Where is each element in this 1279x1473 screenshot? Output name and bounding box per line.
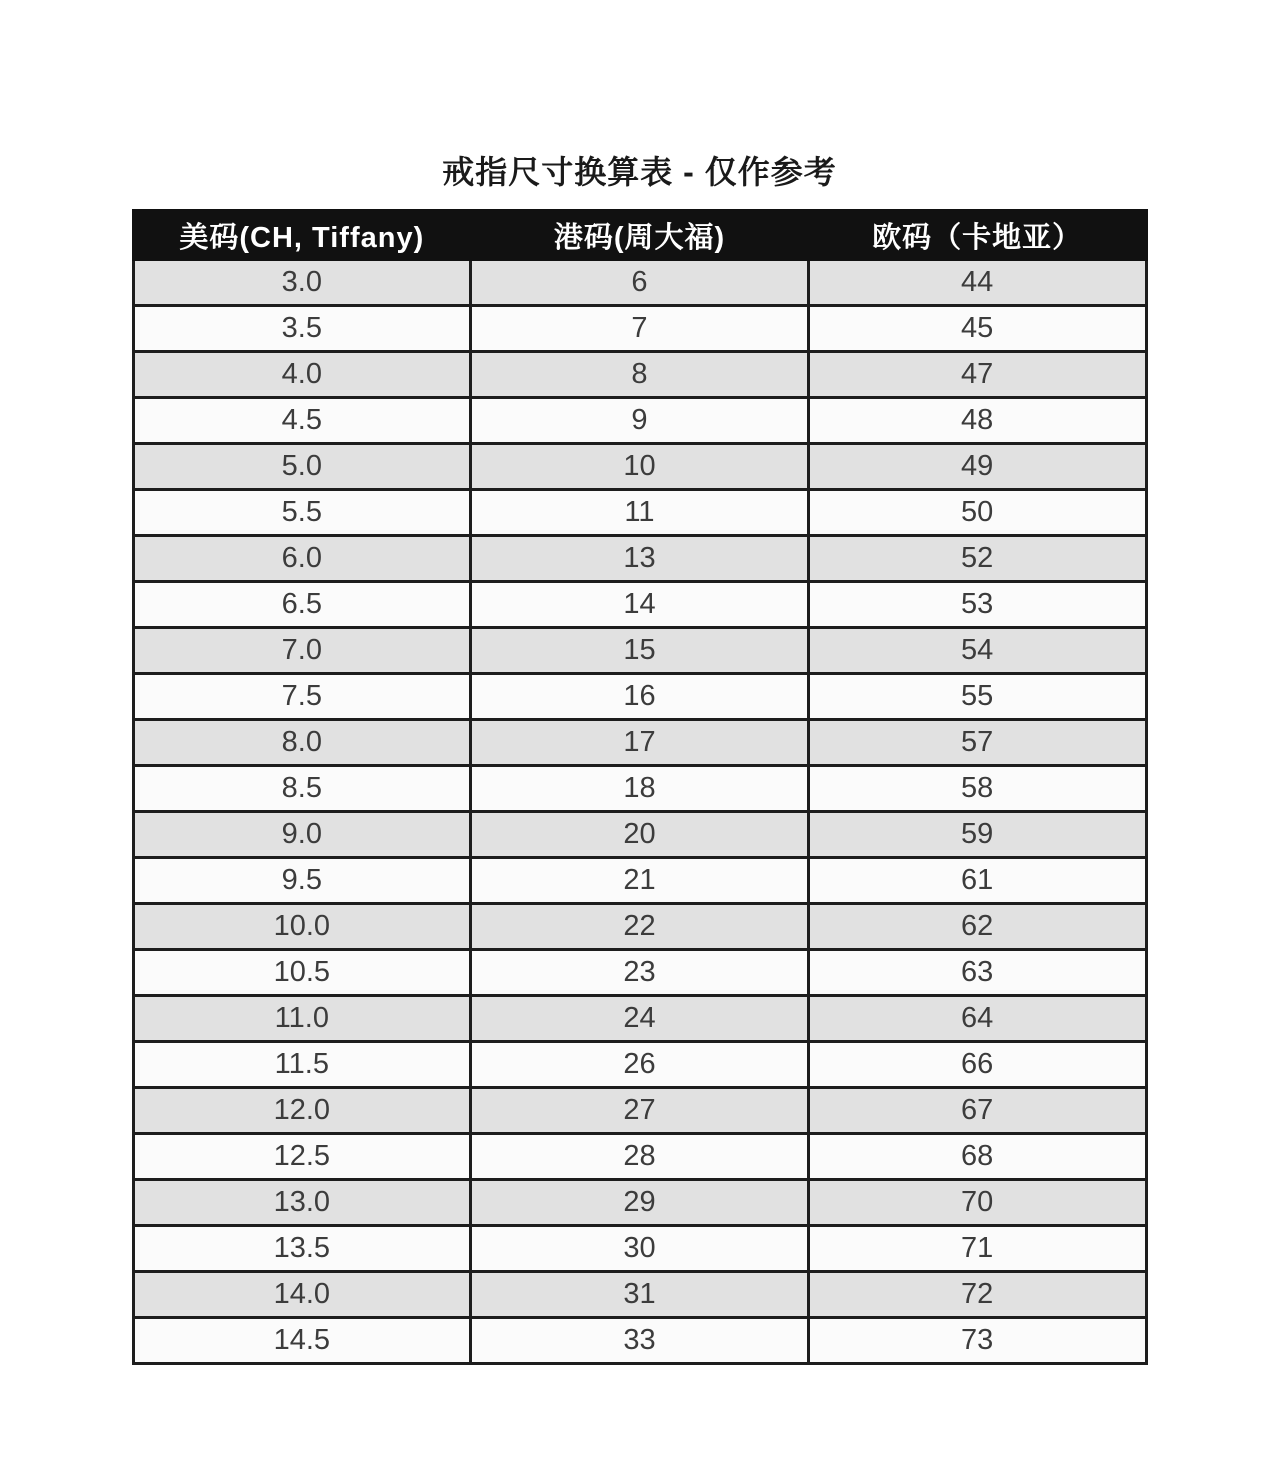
table-row xyxy=(133,1226,1146,1272)
table-cell: 13 xyxy=(471,536,809,582)
table-cell: 14.5 xyxy=(133,1318,471,1364)
table-cell: 6.0 xyxy=(133,536,471,582)
table-cell: 48 xyxy=(808,398,1146,444)
table-row xyxy=(133,674,1146,720)
table-cell: 9.0 xyxy=(133,812,471,858)
table-cell: 14.0 xyxy=(133,1272,471,1318)
table-row xyxy=(133,858,1146,904)
table-cell: 9.5 xyxy=(133,858,471,904)
table-row xyxy=(133,812,1146,858)
table-cell: 21 xyxy=(471,858,809,904)
table-cell: 63 xyxy=(808,950,1146,996)
table-cell: 12.5 xyxy=(133,1134,471,1180)
table-cell: 18 xyxy=(471,766,809,812)
table-cell: 24 xyxy=(471,996,809,1042)
table-cell: 16 xyxy=(471,674,809,720)
table-cell: 4.5 xyxy=(133,398,471,444)
table-row xyxy=(133,904,1146,950)
table-cell: 3.5 xyxy=(133,306,471,352)
table-cell: 5.0 xyxy=(133,444,471,490)
column-header-us-size: 美码(CH, Tiffany) xyxy=(133,211,471,260)
column-header-hk-size: 港码(周大福) xyxy=(471,211,809,260)
table-cell: 27 xyxy=(471,1088,809,1134)
table-cell: 7.5 xyxy=(133,674,471,720)
table-row xyxy=(133,490,1146,536)
table-cell: 31 xyxy=(471,1272,809,1318)
table-row xyxy=(133,1088,1146,1134)
table-cell: 8.5 xyxy=(133,766,471,812)
table-cell: 3.0 xyxy=(133,260,471,306)
table-cell: 10.5 xyxy=(133,950,471,996)
table-cell: 10.0 xyxy=(133,904,471,950)
table-row xyxy=(133,720,1146,766)
table-row xyxy=(133,1318,1146,1364)
table-row xyxy=(133,766,1146,812)
table-cell: 67 xyxy=(808,1088,1146,1134)
page-title: 戒指尺寸换算表 - 仅作参考 xyxy=(442,154,837,190)
table-cell: 72 xyxy=(808,1272,1146,1318)
table-cell: 6.5 xyxy=(133,582,471,628)
table-cell: 33 xyxy=(471,1318,809,1364)
table-cell: 14 xyxy=(471,582,809,628)
table-cell: 73 xyxy=(808,1318,1146,1364)
table-cell: 70 xyxy=(808,1180,1146,1226)
table-cell: 11 xyxy=(471,490,809,536)
table-cell: 28 xyxy=(471,1134,809,1180)
table-row xyxy=(133,444,1146,490)
table-cell: 26 xyxy=(471,1042,809,1088)
table-cell: 20 xyxy=(471,812,809,858)
table-header xyxy=(133,211,1146,260)
table-row xyxy=(133,996,1146,1042)
table-row xyxy=(133,536,1146,582)
column-header-eu-size: 欧码（卡地亚） xyxy=(808,211,1146,260)
table-cell: 15 xyxy=(471,628,809,674)
table-row xyxy=(133,950,1146,996)
table-cell: 4.0 xyxy=(133,352,471,398)
table-cell: 53 xyxy=(808,582,1146,628)
table-row xyxy=(133,398,1146,444)
table-cell: 8 xyxy=(471,352,809,398)
table-row xyxy=(133,1134,1146,1180)
table-cell: 6 xyxy=(471,260,809,306)
table-cell: 66 xyxy=(808,1042,1146,1088)
table-row xyxy=(133,1180,1146,1226)
table-cell: 64 xyxy=(808,996,1146,1042)
table-cell: 7.0 xyxy=(133,628,471,674)
table-row xyxy=(133,306,1146,352)
table-cell: 68 xyxy=(808,1134,1146,1180)
table-cell: 13.0 xyxy=(133,1180,471,1226)
table-cell: 7 xyxy=(471,306,809,352)
table-cell: 52 xyxy=(808,536,1146,582)
table-cell: 57 xyxy=(808,720,1146,766)
table-row xyxy=(133,352,1146,398)
table-cell: 30 xyxy=(471,1226,809,1272)
table-row xyxy=(133,582,1146,628)
table-body xyxy=(133,260,1146,1364)
table-cell: 49 xyxy=(808,444,1146,490)
table-cell: 58 xyxy=(808,766,1146,812)
table-row xyxy=(133,1042,1146,1088)
table-row xyxy=(133,260,1146,306)
table-cell: 11.0 xyxy=(133,996,471,1042)
table-cell: 50 xyxy=(808,490,1146,536)
table-cell: 17 xyxy=(471,720,809,766)
table-cell: 62 xyxy=(808,904,1146,950)
table-cell: 13.5 xyxy=(133,1226,471,1272)
table-cell: 54 xyxy=(808,628,1146,674)
table-cell: 11.5 xyxy=(133,1042,471,1088)
table-cell: 23 xyxy=(471,950,809,996)
ring-size-conversion-table xyxy=(132,209,1148,1365)
table-cell: 8.0 xyxy=(133,720,471,766)
table-cell: 9 xyxy=(471,398,809,444)
table-cell: 12.0 xyxy=(133,1088,471,1134)
table-cell: 61 xyxy=(808,858,1146,904)
table-header-row xyxy=(133,211,1146,260)
table-cell: 45 xyxy=(808,306,1146,352)
table-cell: 29 xyxy=(471,1180,809,1226)
table-cell: 47 xyxy=(808,352,1146,398)
table-row xyxy=(133,1272,1146,1318)
table-cell: 44 xyxy=(808,260,1146,306)
table-cell: 22 xyxy=(471,904,809,950)
table-cell: 71 xyxy=(808,1226,1146,1272)
table-row xyxy=(133,628,1146,674)
table-cell: 5.5 xyxy=(133,490,471,536)
table-cell: 55 xyxy=(808,674,1146,720)
table-cell: 59 xyxy=(808,812,1146,858)
table-cell: 10 xyxy=(471,444,809,490)
